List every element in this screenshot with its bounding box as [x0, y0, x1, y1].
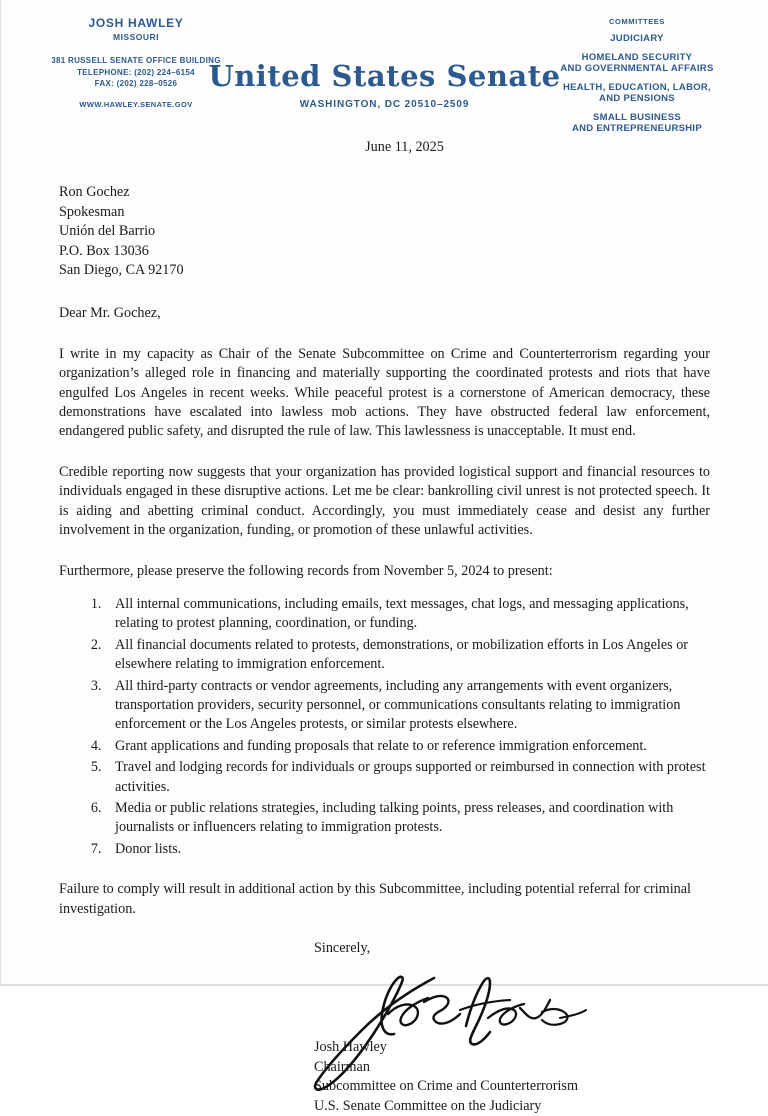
addressee-street: P.O. Box 13036 [59, 242, 149, 259]
office-address-line1: 381 RUSSELL SENATE OFFICE BUILDING [51, 56, 221, 65]
signer-title: Chairman [314, 1058, 370, 1075]
signer-subcommittee: Subcommittee on Crime and Counterterrorism [314, 1078, 578, 1095]
list-item: 3. All third-party contracts or vendor agreements, including any arrangements with event organizers, transportation providers, security personnel, or communications consultants relating to immigration enforcement or the Los Angeles protests, or similar protests elsewhere. [105, 677, 710, 735]
list-item: 6. Media or public relations strategies, including talking points, press releases, and coordination with journalists or influencers relating to immigration protests. [105, 799, 710, 838]
list-item: 1. All internal communications, including emails, text messages, chat logs, and messaging applications, relating to protest planning, coordination, or funding. [105, 595, 710, 634]
signer-committee: U.S. Senate Committee on the Judiciary [314, 1097, 542, 1114]
signer-info [314, 1038, 710, 1116]
records-preservation-intro: Furthermore, please preserve the following records from November 5, 2024 to present: [59, 562, 553, 579]
senate-city-line: WASHINGTON, DC 20510–2509 [299, 99, 470, 110]
list-item: 2. All financial documents related to protests, demonstrations, or mobilization efforts in Los Angeles or elsewhere relating to immigration enforcement. [105, 636, 710, 675]
list-item: 5. Travel and lodging records for individuals or groups supported or reimbursed in connection with protest activities. [105, 758, 710, 797]
senate-title: United States Senate [208, 59, 561, 93]
committee-homeland-security: HOMELAND SECURITY AND GOVERNMENTAL AFFAIRS [560, 51, 714, 74]
letterhead [1, 0, 768, 134]
addressee-organization: Unión del Barrio [59, 223, 156, 240]
committees-heading: COMMITTEES [609, 17, 665, 26]
office-telephone: TELEPHONE: (202) 224–6154 [77, 67, 195, 77]
body-paragraph-1: I write in my capacity as Chair of the Senate Subcommittee on Crime and Counterterrorism regarding your organization’s alleged role in financing and materially supporting the coordinated protests and riots that have engulfed Los Angeles in recent weeks. While peaceful protest is a cornerstone of American democracy, these demonstrations have escalated into lawless mob actions. They have obstructed federal law enforcement, endangered public safety, and disrupted the rule of law. This lawlessness is unacceptable. It must end. [59, 345, 710, 440]
signer-name: Josh Hawley [314, 1039, 387, 1056]
letter-body [59, 128, 710, 1116]
committee-small-business: SMALL BUSINESS AND ENTREPRENEURSHIP [571, 111, 703, 134]
committee-help: HEALTH, EDUCATION, LABOR, AND PENSIONS [562, 81, 712, 104]
addressee-block [59, 183, 710, 280]
addressee-name: Ron Gochez [59, 184, 130, 201]
salutation: Dear Mr. Gochez, [59, 305, 161, 322]
closing-paragraph: Failure to comply will result in additional action by this Subcommittee, including potential referral for criminal investigation. [59, 881, 691, 917]
senator-state: MISSOURI [112, 32, 160, 42]
office-fax: FAX: (202) 228–0526 [94, 79, 178, 88]
website-url: WWW.HAWLEY.SENATE.GOV [79, 99, 193, 109]
body-paragraph-2: Credible reporting now suggests that your organization has provided logistical support and financial resources to individuals engaged in these disruptive actions. Let me be clear: bankrolling civil unrest is not protected speech. It is aiding and abetting criminal conduct. Accordingly, you must immediately cease and desist any further involvement in the organization, funding, or promotion of these unlawful activities. [59, 463, 710, 539]
senator-name: JOSH HAWLEY [88, 16, 184, 30]
committee-judiciary: JUDICIARY [610, 33, 664, 44]
signature-block [314, 939, 710, 1116]
letter-date: June 11, 2025 [365, 139, 444, 155]
addressee-title: Spokesman [59, 203, 125, 220]
list-item: 4. Grant applications and funding proposals that relate to or reference immigration enforcement. [105, 737, 710, 756]
list-item: 7. Donor lists. [105, 840, 710, 859]
letterhead-committees-block [522, 16, 752, 135]
records-list [59, 595, 710, 859]
signoff: Sincerely, [314, 940, 371, 956]
addressee-city-state-zip: San Diego, CA 92170 [59, 262, 184, 279]
